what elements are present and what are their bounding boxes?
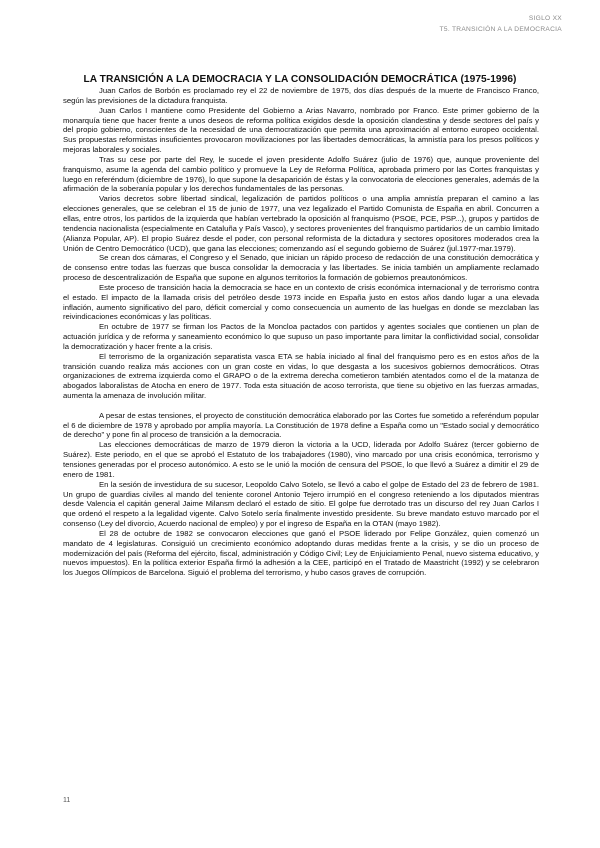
paragraph-6: Este proceso de transición hacia la democracia se hace en un contexto de crisis económica internacional y de terrorismo contra el estado. El impacto de la llamada crisis del petróleo desde 1973 incide en España justo en estos años dando lugar a una elevada inflación, aumento significativo del paro, déficit comercial y como consecuencia un aumento de las huelgas en donde se mezclaban las reivindicaciones económicas y las políticas. — [63, 282, 539, 322]
paragraph-11: En la sesión de investidura de su sucesor, Leopoldo Calvo Sotelo, se llevó a cabo el golpe de Estado del 23 de febrero de 1981. Un grupo de guardias civiles al mando del teniente coronel Antonio Tejero irrumpió en el congreso reteniendo a los diputados mientras desde Valencia el capitán general Jaime Milansm declaró el estado de sitio. El golpe fue derrotado tras un discurso del rey Juan Carlos I que ordenó el respeto a la legalidad vigente. Calvo Sotelo sería finalmente investido presidente. Su breve mandato estuvo marcado por el consenso (Ley del divorcio, Acuerdo nacional de empleo) y por el ingreso de España en la OTAN (mayo 1982). — [63, 479, 539, 529]
paragraph-10: Las elecciones democráticas de marzo de 1979 dieron la victoria a la UCD, liderada por Adolfo Suárez (tercer gobierno de Suárez). Este periodo, en el que se aprobó el Estatuto de los trabajadores (1980), vino marcado por una crisis económica, terrorismo y tensiones generadas por el proceso autonómico. A esto se le unió la moción de censura del PSOE, lo que llevó a Suárez a dimitir el 29 de enero de 1981. — [63, 440, 539, 479]
header-section: SIGLO XX — [528, 15, 562, 22]
paragraph-1: Juan Carlos de Borbón es proclamado rey el 22 de noviembre de 1975, dos días después de la muerte de Francisco Franco, según las previsiones de la dictadura franquista. — [63, 86, 539, 105]
paragraph-9: A pesar de estas tensiones, el proyecto de constitución democrática elaborado por las Cortes fue sometido a referéndum popular el 6 de diciembre de 1978 y aprobado por amplia mayoría. La Constitución de 1978 define a España como un "Estado social y democrático de derecho" y pone fin al proceso de transición a la democracia. — [63, 410, 539, 440]
paragraph-7: En octubre de 1977 se firman los Pactos de la Moncloa pactados con partidos y agentes sociales que contienen un plan de actuación jurídica y de reforma y saneamiento económico lo que supuso un paso importante para limitar la conflictividad social, consolidar la democratización y hacer frente a la crisis. — [63, 322, 539, 351]
paragraph-2: Juan Carlos I mantiene como Presidente del Gobierno a Arias Navarro, nombrado por Franco. Este primer gobierno de la monarquía tiene que hacer frente a unos deseos de reforma política exigidos desde la oposición clandestina y desde sectores del país y del propio gobierno, conscientes de la necesidad de una democratización que permita una aproximación al entorno europeo occidental. Sus propuestas reformistas insuficientes provocaron movilizaciones por las libertades democráticas, la amnistía para los presos políticos y mejoras laborales y sociales. — [63, 105, 539, 155]
header-topic: T5. TRANSICIÓN A LA DEMOCRACIA — [439, 26, 562, 33]
document-body — [63, 86, 539, 578]
page-number: 11 — [63, 797, 71, 804]
paragraph-12: El 28 de octubre de 1982 se convocaron elecciones que ganó el PSOE liderado por Felipe González, quien comenzó un mandato de 4 legislaturas. Consiguió un crecimiento económico adoptando duras medidas frente a la crisis, y se dio un proceso de modernización del país (Reforma del ejército, fiscal, administración y Código Civil; Ley de Enjuiciamiento Penal, nuevo sistema educativo, y nuevos impuestos). En la política exterior España firmó la adhesión a la CEE, participó en el Tratado de Maastricht (1992) y se celebraron los Juegos Olímpicos de Barcelona. Siguió el problema del terrorismo, y hubo casos graves de corrupción. — [63, 528, 539, 578]
paragraph-4: Varios decretos sobre libertad sindical, legalización de partidos políticos o una amplia amnistía preparan el camino a las elecciones generales, que se celebran el 15 de junio de 1977, una vez legalizado el Partido Comunista de España en abril. Concurren a ellas, entre otros, los partidos de la izquierda que habían vertebrado la oposición al franquismo (PSOE, PCE, PSP...), grupos y partidos de tendencia nacionalista (especialmente en Cataluña y País Vasco), y sectores provenientes del franquismo partidarios de un cambio limitado (Alianza Popular, AP). El propio Suárez desde el poder, con personal reformista de la dictadura y sectores opositores moderados crea la Unión de Centro Democrático (UCD), que gana las elecciones; comenzando así el segundo gobierno de Suárez (jul.1977-mar.1979). — [63, 194, 539, 253]
running-header — [440, 13, 562, 35]
paragraph-8: El terrorismo de la organización separatista vasca ETA se había iniciado al final del franquismo pero es en estos años de la transición cuando realiza más acciones con un gran coste en vidas, lo que desgasta a los sucesivos gobiernos democráticos. Otras organizaciones de extrema izquierda como el GRAPO o de la extrema derecha cometieron también atentados como el de la matanza de abogados laboralistas de Atocha en enero de 1977. Toda esta situación de acoso terrorista, que tiene su objetivo en las fuerzas armadas, aumenta la amenaza de involución militar. — [63, 351, 539, 401]
paragraph-5: Se crean dos cámaras, el Congreso y el Senado, que inician un rápido proceso de redacción de una constitución democrática y de consenso entre todas las fuerzas que busca consolidar la democracia y las libertades. Se inicia también un ampliamente reclamado proceso de descentralización de España que supone en algunos territorios la formación de gobiernos preautonómicos. — [63, 253, 539, 283]
document-title: LA TRANSICIÓN A LA DEMOCRACIA Y LA CONSOLIDACIÓN DEMOCRÁTICA (1975-1996) — [83, 74, 517, 85]
paragraph-3: Tras su cese por parte del Rey, le sucede el joven presidente Adolfo Suárez (julio de 1976) que, aunque proveniente del franquismo, asume la agenda del cambio político y promueve la Ley de Reforma Política, aprobada primero por las Cortes franquistas y luego en referéndum (diciembre de 1976), lo que supone la desaparición de éstas y la convocatoria de elecciones generales, además de la afirmación de la soberanía popular y los derechos fundamentales de las personas. — [63, 154, 539, 194]
